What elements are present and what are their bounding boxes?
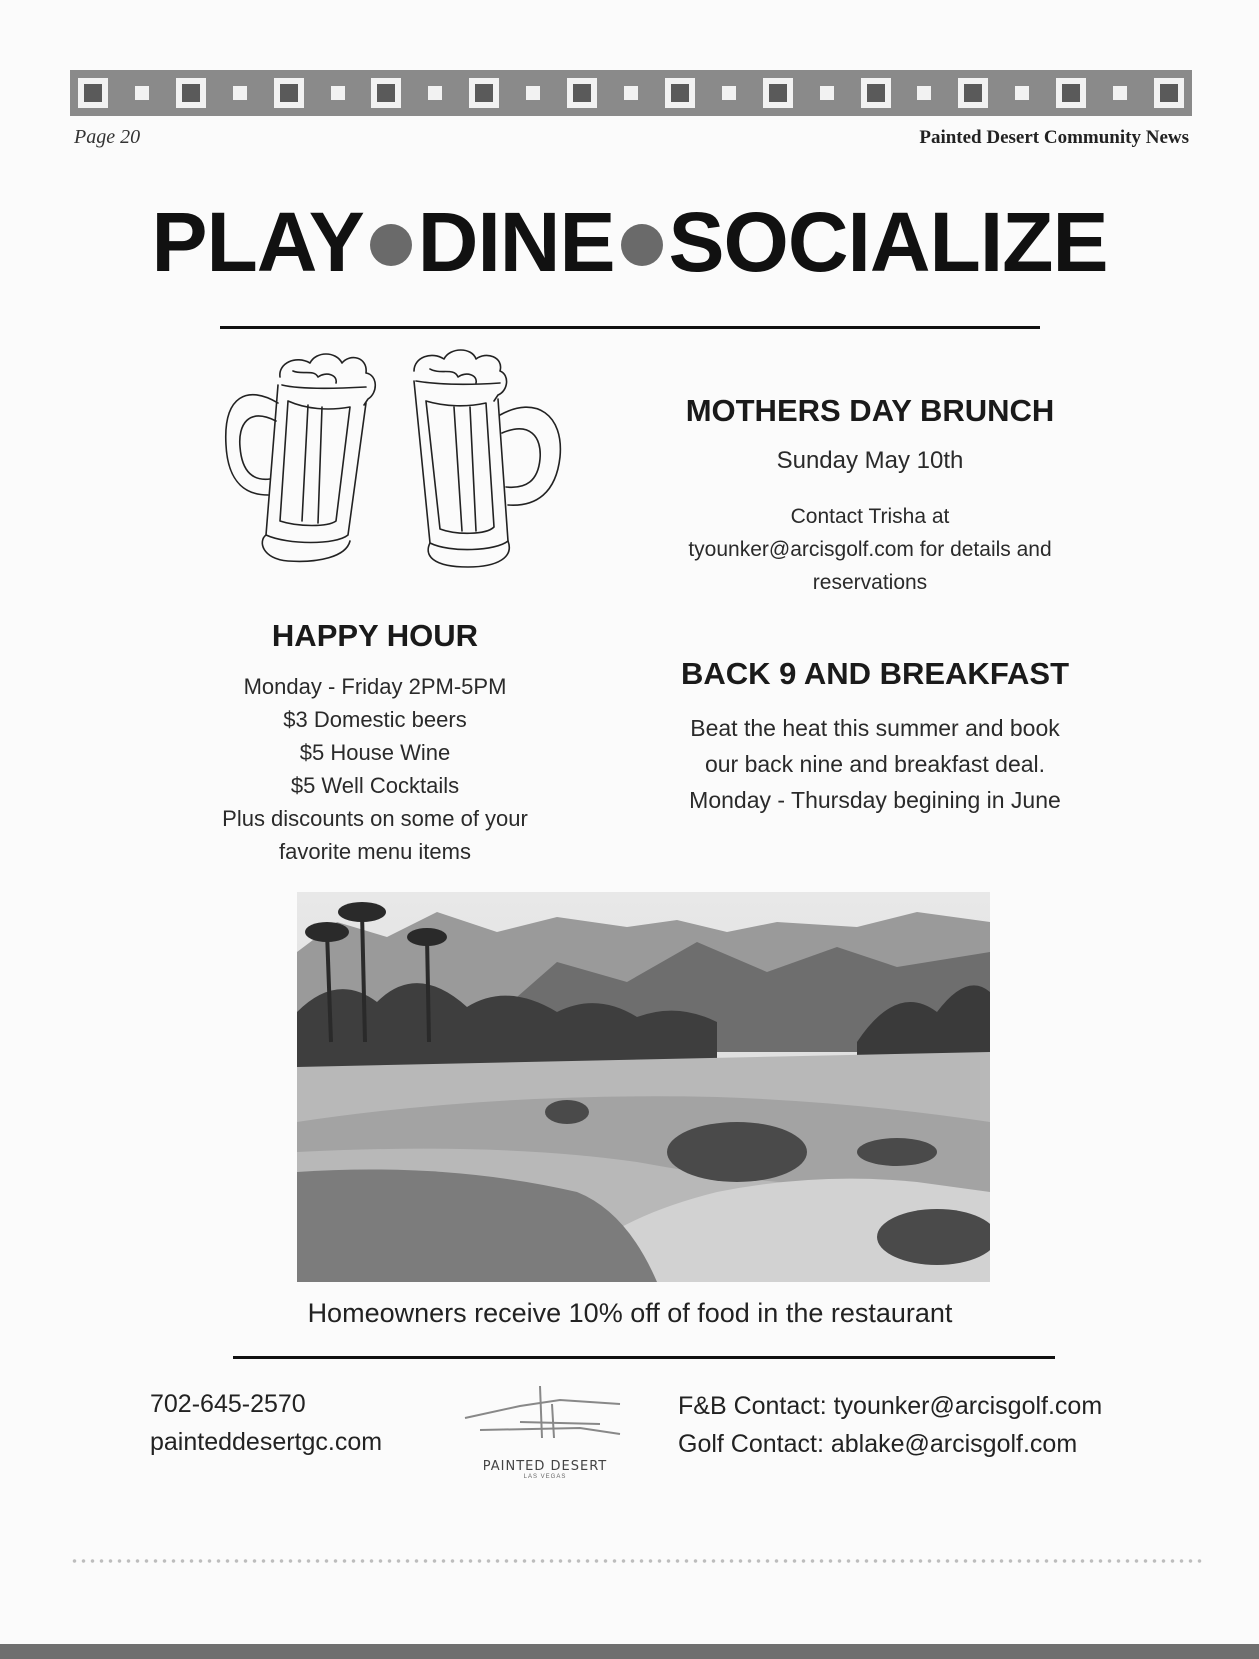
- golf-course-photo: [297, 892, 990, 1282]
- happy-hour-line: $3 Domestic beers: [283, 707, 467, 732]
- painted-desert-logo: [460, 1378, 630, 1488]
- back9-line: Beat the heat this summer and book: [690, 715, 1060, 741]
- mothers-day-contact: [600, 500, 1140, 599]
- bullet-dot-icon: [621, 224, 663, 266]
- happy-hour-details: [170, 670, 580, 868]
- mothers-day-title: MOTHERS DAY BRUNCH: [685, 393, 1055, 428]
- contact-line: tyounker@arcisgolf.com for details and: [688, 538, 1052, 561]
- page-number: Page 20: [74, 126, 141, 148]
- footer-staff-contacts: [678, 1387, 1102, 1463]
- headline-dine: DINE: [417, 195, 615, 289]
- back9-details: [600, 710, 1150, 818]
- happy-hour-line: $5 House Wine: [299, 740, 451, 765]
- logo-mountain-icon: [460, 1378, 630, 1458]
- happy-hour-line: favorite menu items: [279, 839, 471, 864]
- decorative-border-strip: [70, 70, 1192, 116]
- back9-line: Monday - Thursday begining in June: [689, 787, 1061, 813]
- mothers-day-date: Sunday May 10th: [776, 447, 964, 474]
- golf-contact: Golf Contact: ablake@arcisgolf.com: [678, 1430, 1078, 1458]
- logo-subtext: LAS VEGAS: [523, 1474, 567, 1480]
- logo-text: PAINTED DESERT: [482, 1459, 608, 1474]
- page-title: [0, 195, 1259, 289]
- happy-hour-line: $5 Well Cocktails: [290, 773, 460, 798]
- phone-number: 702-645-2570: [150, 1390, 306, 1418]
- happy-hour-line: Monday - Friday 2PM-5PM: [243, 674, 507, 699]
- website-url: painteddesertgc.com: [150, 1428, 383, 1456]
- contact-line: Contact Trisha at: [790, 505, 950, 528]
- happy-hour-line: Plus discounts on some of your: [222, 806, 528, 831]
- happy-hour-title: HAPPY HOUR: [271, 618, 479, 653]
- beer-mugs-icon: [218, 345, 588, 590]
- bullet-dot-icon: [370, 224, 412, 266]
- publication-name: Painted Desert Community News: [919, 127, 1189, 148]
- bottom-edge-bar: [0, 1644, 1259, 1659]
- back9-line: our back nine and breakfast deal.: [704, 751, 1046, 777]
- footer-contact-info: [150, 1385, 382, 1461]
- contact-line: reservations: [812, 571, 928, 594]
- dotted-divider: [70, 1559, 1202, 1563]
- divider-bottom: [233, 1356, 1055, 1359]
- homeowner-discount: Homeowners receive 10% off of food in the restaurant: [307, 1298, 953, 1328]
- divider-top: [220, 326, 1040, 329]
- back9-title: BACK 9 AND BREAKFAST: [680, 656, 1070, 691]
- headline-socialize: SOCIALIZE: [668, 195, 1108, 289]
- headline-play: PLAY: [151, 195, 364, 289]
- fb-contact: F&B Contact: tyounker@arcisgolf.com: [678, 1392, 1103, 1420]
